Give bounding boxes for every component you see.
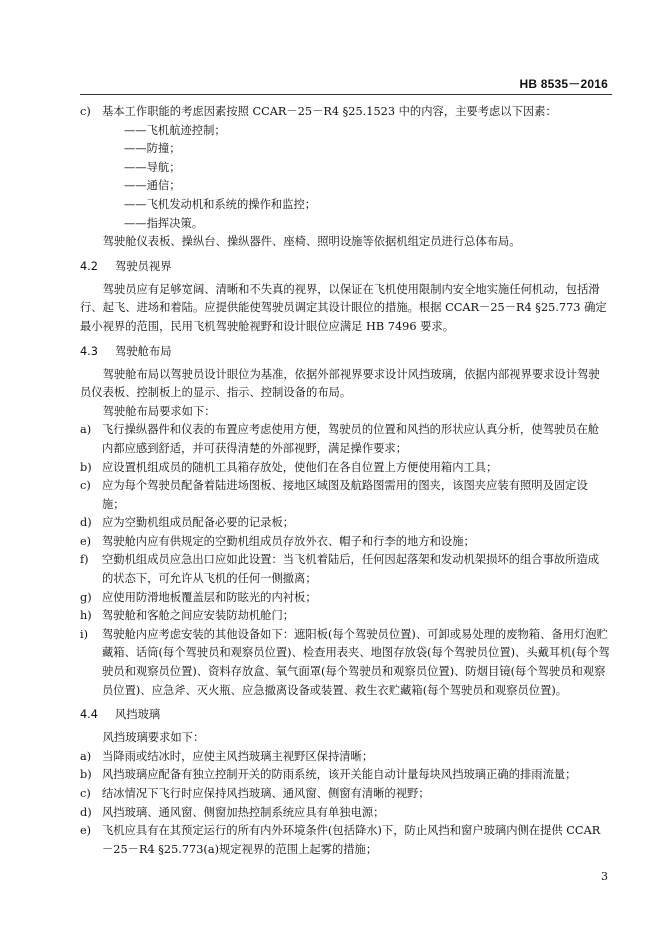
list-item — [80, 785, 610, 804]
list-item — [80, 607, 610, 626]
item-label: h) — [80, 609, 92, 623]
list-item — [80, 477, 610, 514]
section-number: 4.4 — [80, 708, 98, 722]
section-title: 驾驶舱布局 — [115, 344, 172, 358]
header-rule — [80, 94, 612, 95]
dash-item: ——导航； — [124, 160, 181, 174]
item-text: 驾驶舱和客舱之间应安装防劫机舱门； — [102, 609, 295, 623]
page-content — [80, 103, 610, 859]
item-text: 基本工作职能的考虑因素按照 CCAR－25－R4 §25.1523 中的内容，主要考虑以下因素： — [102, 105, 557, 118]
item-text: 飞机应具有在其预定运行的所有内外环境条件(包括降水)下，防止风挡和窗户玻璃内侧在提供 CCAR－25－R4 §25.773(a)规定视界的范围上起雾的措施； — [102, 824, 601, 856]
item-label: c) — [80, 105, 91, 118]
item-label: e) — [80, 824, 92, 838]
item-label: d) — [80, 805, 92, 819]
list-item — [80, 589, 610, 608]
list-item — [80, 551, 610, 588]
item-text: 应为空勤机组成员配备必要的记录板； — [102, 516, 295, 530]
list-item-c — [80, 103, 610, 122]
section-number: 4.2 — [80, 259, 98, 273]
list-item — [80, 459, 610, 478]
item-text: 应为每个驾驶员配备着陆进场图板、接地区域图及航路图需用的图夹，该图夹应装有照明及固定设施； — [102, 479, 588, 511]
item-text: 飞行操纵器件和仪表的布置应考虑使用方便，驾驶员的位置和风挡的形状应认真分析，使驾驶员在舱内都应感到舒适，并可获得清楚的外部视野，满足操作要求； — [102, 423, 600, 455]
list-item — [80, 822, 610, 859]
item-text: 驾驶舱内应有供规定的空勤机组成员存放外衣、帽子和行李的地方和设施； — [102, 534, 475, 548]
list-item — [80, 626, 610, 700]
item-label: b) — [80, 460, 92, 474]
section-heading-4-4 — [80, 706, 610, 724]
section-title: 风挡玻璃 — [115, 708, 161, 722]
dash-item: ——飞机航迹控制； — [124, 123, 226, 137]
item-label: g) — [80, 590, 92, 604]
dash-item: ——飞机发动机和系统的操作和监控； — [124, 197, 317, 211]
list-item — [80, 514, 610, 533]
list-item — [80, 804, 610, 823]
dash-item: ——防撞； — [124, 142, 181, 156]
item-label: d) — [80, 516, 92, 530]
item-text: 应使用防滑地板覆盖层和防眩光的内衬板； — [102, 590, 317, 604]
paragraph: 驾驶舱布局以驾驶员设计眼位为基准，依据外部视界要求设计风挡玻璃，依据内部视界要求设计驾驶员仪表板、控制板上的显示、指示、控制设备的布局。 — [80, 367, 600, 400]
item-text: 风挡玻璃应配备有独立控制开关的防雨系统，该开关能自动计量每块风挡玻璃正确的排雨流量； — [102, 768, 577, 782]
item-label: a) — [80, 423, 92, 437]
section-heading-4-2 — [80, 258, 610, 276]
dash-item: ——通信； — [124, 179, 181, 193]
item-label: i) — [80, 627, 89, 641]
item-text: 应设置机组成员的随机工具箱存放处，使他们在各自位置上方便使用箱内工具； — [102, 460, 498, 474]
paragraph: 驾驶员应有足够宽阔、清晰和不失真的视界，以保证在飞机使用限制内安全地实施任何机动，包括滑行、起飞、进场和着陆。应提供能使驾驶员调定其设计眼位的措施。根据 CCAR－25－R4 §25.773 确定最小视界的范围，民用飞机驾驶舱视野和设计眼位应满足 HB 7496 要求。 — [80, 282, 607, 333]
item-label: f) — [80, 553, 89, 567]
paragraph-intro: 驾驶舱布局要求如下： — [102, 404, 216, 418]
paragraph-intro: 风挡玻璃要求如下： — [102, 731, 205, 745]
list-item — [80, 766, 610, 785]
list-item — [80, 421, 610, 458]
item-label: c) — [80, 787, 91, 800]
paragraph: 驾驶舱仪表板、操纵台、操纵器件、座椅、照明设施等依据机组定员进行总体布局。 — [102, 235, 521, 249]
document-id: HB 8535－2016 — [519, 77, 608, 91]
page-number: 3 — [601, 870, 608, 883]
dash-item: ——指挥决策。 — [124, 216, 204, 230]
item-text: 驾驶舱内应考虑安装的其他设备如下：遮阳板(每个驾驶员位置)、可卸或易处理的废物箱、备用灯泡贮藏箱、话筒(每个驾驶员和观察员位置)、检查用表夹、地图存放袋(每个驾驶员位置)、头戴耳机(每个驾驶员和观察员位置)、资料存放盒、氧气面罩(每个驾驶员和观察员位置)、防烟目镜(每个驾驶员和观察员位置)、应急斧、灭火瓶、应急撤离设备或装置、救生衣贮藏箱(每个驾驶员和观察员位置)。 — [102, 627, 610, 697]
section-heading-4-3 — [80, 343, 610, 361]
section-number: 4.3 — [80, 344, 98, 358]
list-item — [80, 748, 610, 767]
list-item — [80, 533, 610, 552]
section-title: 驾驶员视界 — [115, 259, 172, 273]
item-label: c) — [80, 479, 91, 493]
item-text: 当降雨或结冰时，应使主风挡玻璃主视野区保持清晰； — [102, 749, 374, 763]
item-label: a) — [80, 749, 92, 763]
item-text: 结冰情况下飞行时应保持风挡玻璃、通风窗、侧窗有清晰的视野； — [102, 787, 430, 800]
item-label: b) — [80, 768, 92, 782]
item-text: 空勤机组成员应急出口应如此设置：当飞机着陆后，任何因起落架和发动机架损坏的组合事故所造成的状态下，可允许从飞机的任何一侧撤离； — [102, 553, 600, 586]
item-text: 风挡玻璃、通风窗、侧窗加热控制系统应具有单独电源； — [102, 805, 385, 819]
item-label: e) — [80, 534, 92, 548]
